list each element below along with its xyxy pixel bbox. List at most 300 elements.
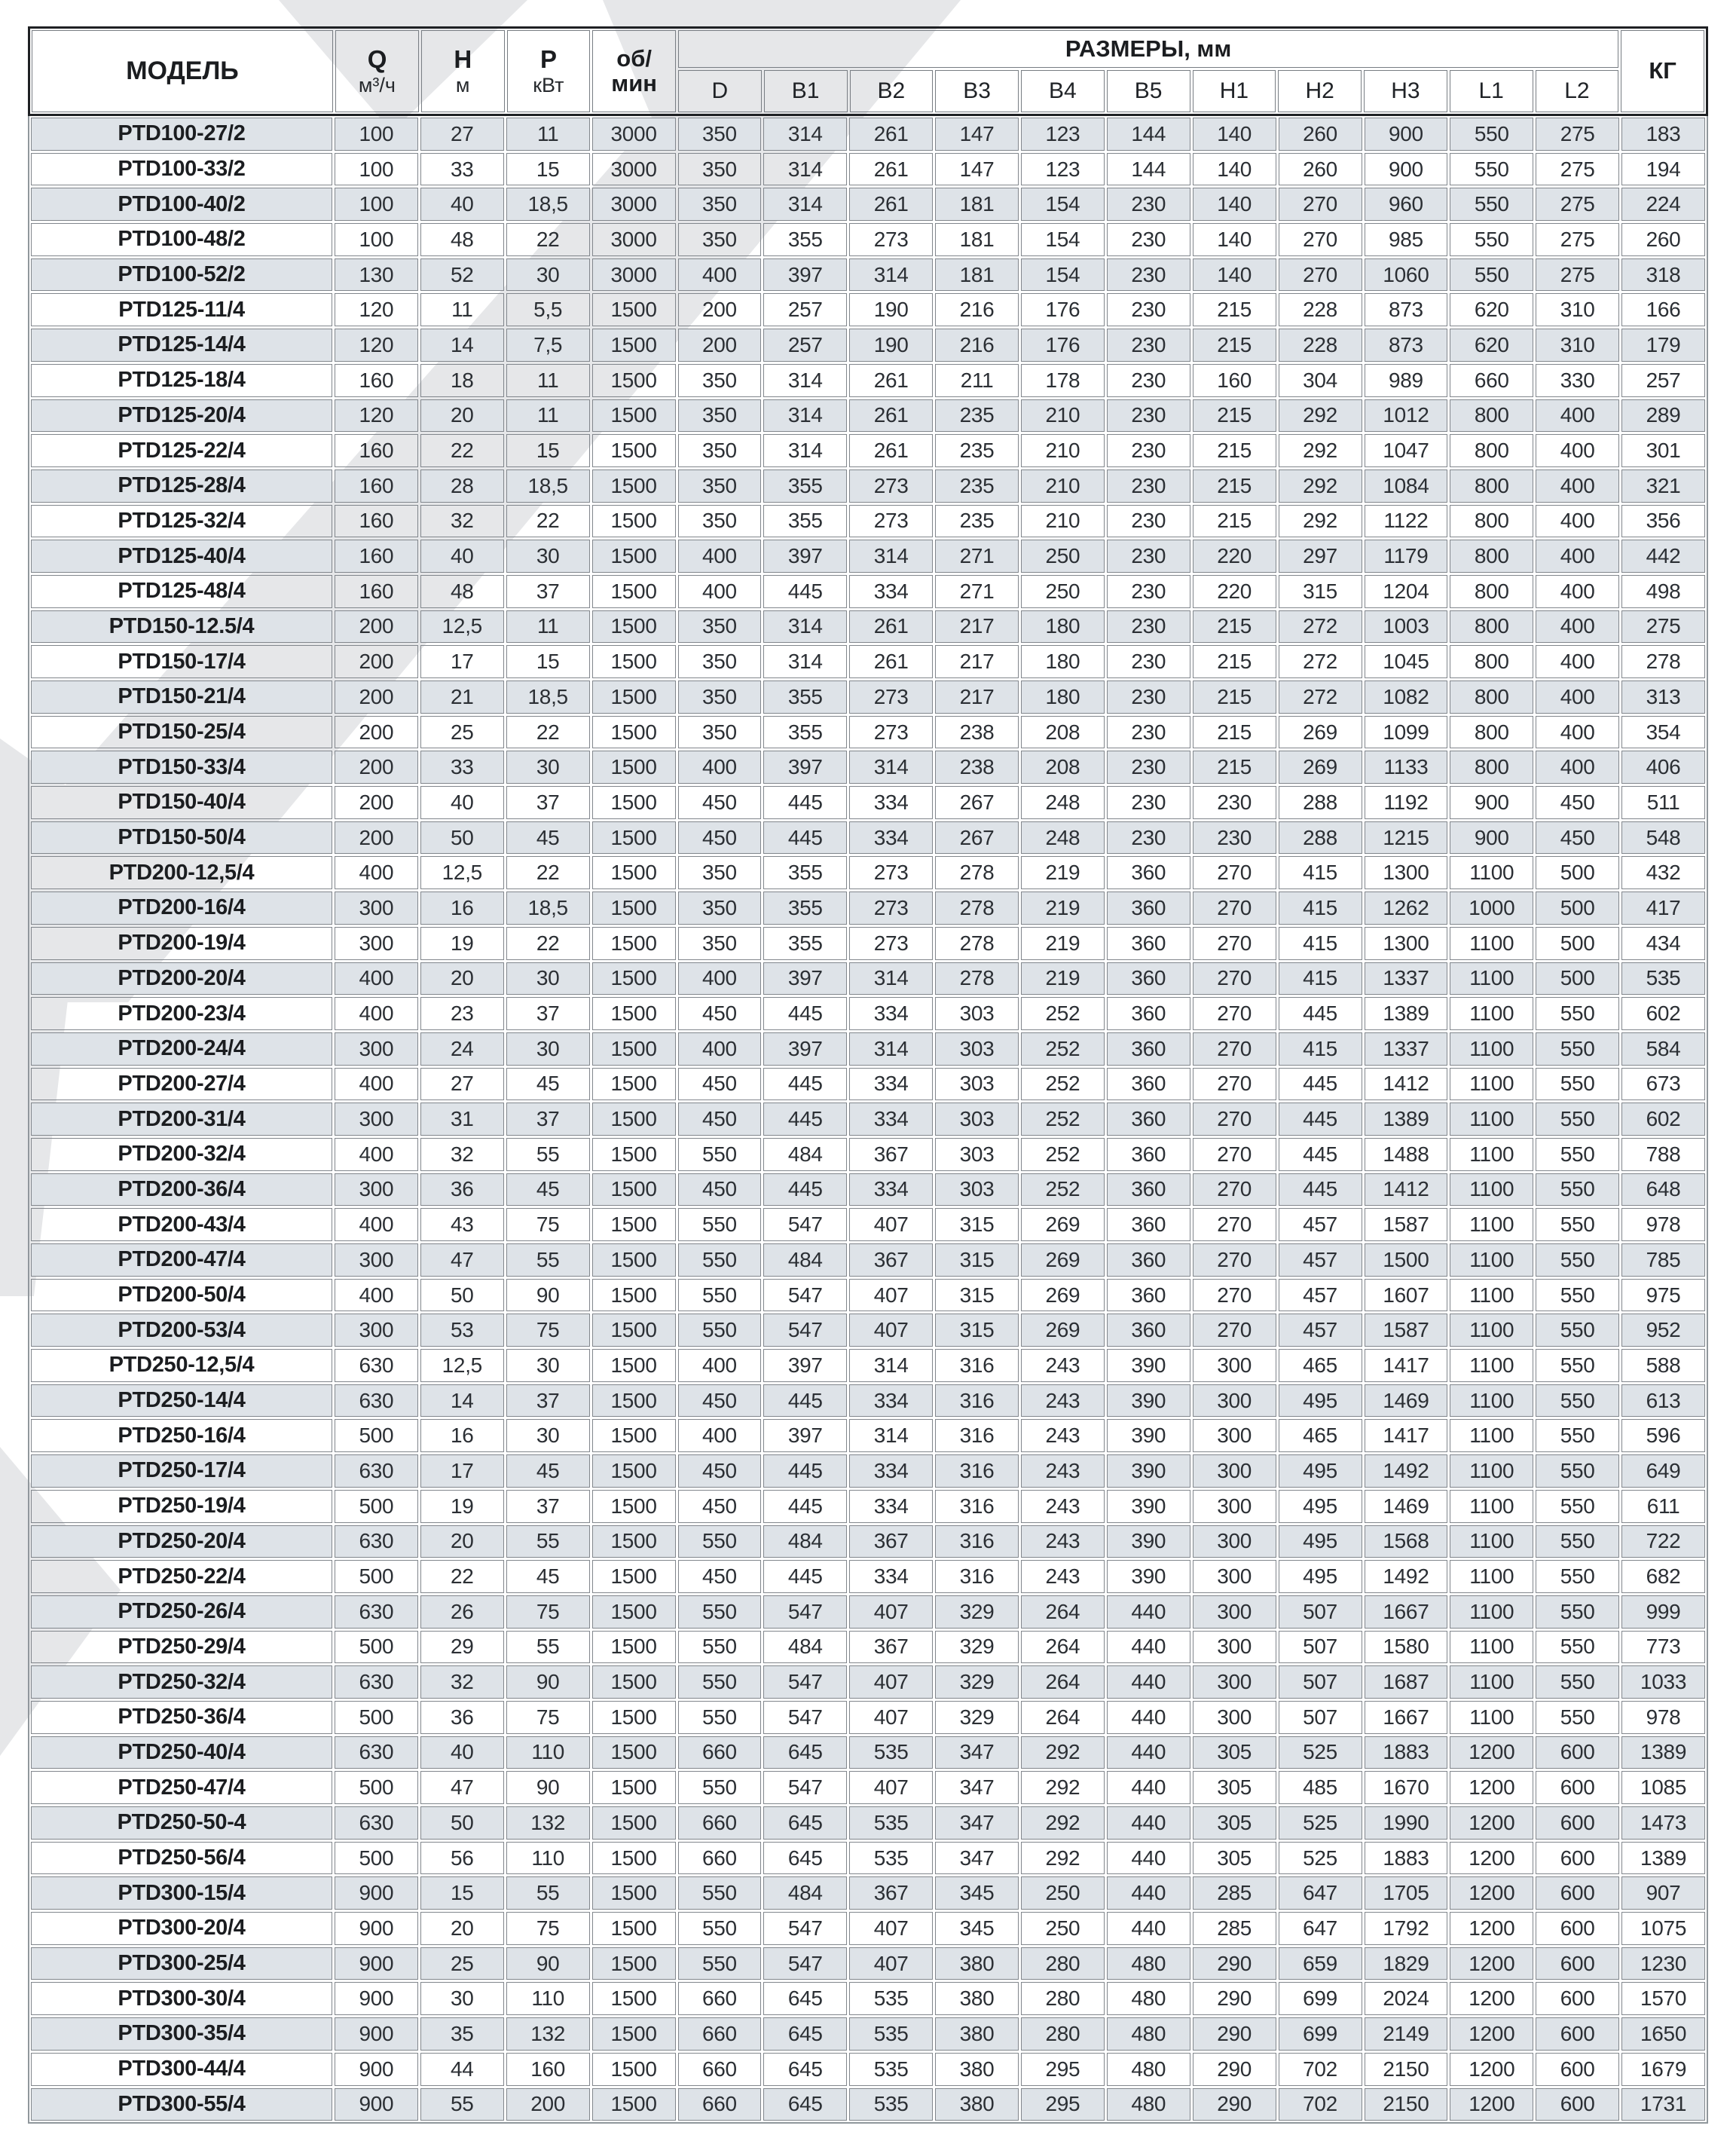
value-cell: 1060 [1365,258,1448,292]
value-cell: 32 [420,505,504,538]
value-cell: 550 [1536,1560,1619,1593]
model-cell: PTD200-27/4 [31,1068,332,1101]
value-cell: 1580 [1365,1631,1448,1664]
value-cell: 445 [1279,1103,1362,1136]
value-cell: 415 [1279,962,1362,996]
value-cell: 297 [1279,540,1362,573]
value-cell: 498 [1621,575,1705,608]
value-cell: 140 [1193,118,1276,151]
value-cell: 37 [506,575,590,608]
value-cell: 285 [1193,1876,1276,1910]
value-cell: 22 [506,505,590,538]
value-cell: 22 [506,927,590,960]
value-cell: 450 [678,1068,762,1101]
value-cell: 550 [678,1771,762,1804]
value-cell: 550 [1536,997,1619,1030]
value-cell: 550 [1450,223,1533,256]
value-cell: 176 [1021,329,1105,362]
value-cell: 1607 [1365,1279,1448,1312]
value-cell: 300 [335,927,418,960]
value-cell: 329 [935,1595,1019,1629]
value-cell: 367 [849,1138,933,1171]
value-cell: 442 [1621,540,1705,573]
value-cell: 18,5 [506,892,590,925]
value-cell: 230 [1107,223,1190,256]
value-cell: 407 [849,1595,933,1629]
value-cell: 550 [678,1208,762,1241]
value-cell: 440 [1107,1665,1190,1699]
value-cell: 334 [849,997,933,1030]
value-cell: 19 [420,1490,504,1523]
value-cell: 154 [1021,258,1105,292]
value-cell: 596 [1621,1419,1705,1452]
value-cell: 660 [1450,364,1533,397]
value-cell: 550 [1536,1243,1619,1277]
value-cell: 181 [935,223,1019,256]
value-cell: 15 [420,1876,504,1910]
value-cell: 219 [1021,856,1105,889]
value-cell: 270 [1193,997,1276,1030]
value-cell: 36 [420,1173,504,1207]
value-cell: 50 [420,1279,504,1312]
value-cell: 264 [1021,1665,1105,1699]
value-cell: 230 [1107,540,1190,573]
value-cell: 219 [1021,962,1105,996]
value-cell: 445 [1279,1138,1362,1171]
value-cell: 356 [1621,505,1705,538]
value-cell: 16 [420,892,504,925]
weight-label: КГ [1649,57,1676,84]
value-cell: 30 [506,751,590,784]
value-cell: 275 [1536,258,1619,292]
value-cell: 1500 [592,1595,676,1629]
value-cell: 445 [763,1173,847,1207]
value-cell: 397 [763,1419,847,1452]
value-cell: 465 [1279,1419,1362,1452]
value-cell: 450 [678,1454,762,1488]
value-cell: 1500 [592,1982,676,2015]
value-cell: 440 [1107,1876,1190,1910]
value-cell: 11 [506,364,590,397]
value-cell: 800 [1450,645,1533,678]
value-cell: 400 [1536,751,1619,784]
dimensions-label: РАЗМЕРЫ, мм [1065,35,1232,62]
value-cell: 48 [420,575,504,608]
value-cell: 400 [1536,716,1619,749]
value-cell: 261 [849,399,933,433]
value-cell: 120 [335,399,418,433]
value-cell: 252 [1021,997,1105,1030]
value-cell: 243 [1021,1419,1105,1452]
value-cell: 273 [849,892,933,925]
value-cell: 400 [1536,399,1619,433]
value-cell: 1500 [592,1665,676,1699]
value-cell: 415 [1279,1032,1362,1066]
value-cell: 1200 [1450,1947,1533,1980]
value-cell: 30 [420,1982,504,2015]
value-cell: 1687 [1365,1665,1448,1699]
value-cell: 270 [1193,1314,1276,1347]
head-unit: м [455,74,470,97]
value-cell: 48 [420,223,504,256]
value-cell: 1731 [1621,2088,1705,2121]
value-cell: 280 [1021,1982,1105,2015]
value-cell: 270 [1193,1173,1276,1207]
value-cell: 355 [763,223,847,256]
value-cell: 400 [335,1208,418,1241]
value-cell: 303 [935,1103,1019,1136]
value-cell: 457 [1279,1314,1362,1347]
value-cell: 228 [1279,329,1362,362]
value-cell: 1200 [1450,1771,1533,1804]
value-cell: 55 [506,1631,590,1664]
value-cell: 45 [506,1068,590,1101]
value-cell: 300 [1193,1490,1276,1523]
value-cell: 180 [1021,645,1105,678]
value-cell: 5,5 [506,293,590,326]
value-cell: 303 [935,1032,1019,1066]
value-cell: 600 [1536,2088,1619,2121]
value-cell: 1200 [1450,1806,1533,1840]
value-cell: 1679 [1621,2053,1705,2086]
value-cell: 1500 [592,1454,676,1488]
value-cell: 1500 [592,645,676,678]
value-cell: 280 [1021,2017,1105,2051]
value-cell: 1500 [592,716,676,749]
value-cell: 347 [935,1771,1019,1804]
model-cell: PTD125-22/4 [31,434,332,467]
value-cell: 500 [335,1771,418,1804]
value-cell: 300 [335,1103,418,1136]
value-cell: 1045 [1365,645,1448,678]
value-cell: 130 [335,258,418,292]
value-cell: 1100 [1450,1525,1533,1558]
value-cell: 147 [935,153,1019,186]
value-cell: 210 [1021,469,1105,503]
value-cell: 176 [1021,293,1105,326]
value-cell: 1100 [1450,1560,1533,1593]
model-cell: PTD200-31/4 [31,1103,332,1136]
value-cell: 1500 [592,2088,676,2121]
value-cell: 450 [678,1103,762,1136]
value-cell: 219 [1021,927,1105,960]
value-cell: 275 [1536,188,1619,221]
pump-spec-table [28,26,1708,2124]
value-cell: 500 [1536,856,1619,889]
model-cell: PTD250-36/4 [31,1701,332,1734]
value-cell: 500 [335,1842,418,1875]
model-cell: PTD125-32/4 [31,505,332,538]
value-cell: 350 [678,610,762,644]
value-cell: 314 [763,364,847,397]
value-cell: 1500 [592,2053,676,2086]
value-cell: 12,5 [420,610,504,644]
value-cell: 445 [1279,997,1362,1030]
model-cell: PTD250-29/4 [31,1631,332,1664]
model-cell: PTD100-33/2 [31,153,332,186]
value-cell: 160 [335,540,418,573]
value-cell: 19 [420,927,504,960]
value-cell: 215 [1193,645,1276,678]
value-cell: 445 [763,821,847,855]
model-cell: PTD100-52/2 [31,258,332,292]
value-cell: 230 [1107,821,1190,855]
value-cell: 360 [1107,892,1190,925]
model-cell: PTD125-11/4 [31,293,332,326]
value-cell: 645 [763,2017,847,2051]
value-cell: 272 [1279,610,1362,644]
value-cell: 507 [1279,1595,1362,1629]
column-header-weight [1621,30,1704,112]
value-cell: 1469 [1365,1384,1448,1418]
column-header-dim-b5: B5 [1107,70,1190,112]
value-cell: 252 [1021,1068,1105,1101]
value-cell: 300 [335,1032,418,1066]
value-cell: 445 [763,786,847,819]
value-cell: 147 [935,118,1019,151]
value-cell: 350 [678,118,762,151]
value-cell: 507 [1279,1631,1362,1664]
value-cell: 1705 [1365,1876,1448,1910]
value-cell: 200 [335,786,418,819]
value-cell: 547 [763,1595,847,1629]
value-cell: 978 [1621,1208,1705,1241]
value-cell: 217 [935,645,1019,678]
value-cell: 2149 [1365,2017,1448,2051]
value-cell: 310 [1536,293,1619,326]
value-cell: 50 [420,821,504,855]
model-cell: PTD150-25/4 [31,716,332,749]
value-cell: 600 [1536,1912,1619,1945]
value-cell: 649 [1621,1454,1705,1488]
value-cell: 2150 [1365,2088,1448,2121]
value-cell: 355 [763,505,847,538]
value-cell: 17 [420,1454,504,1488]
value-cell: 200 [678,293,762,326]
value-cell: 480 [1107,2017,1190,2051]
value-cell: 288 [1279,786,1362,819]
value-cell: 1337 [1365,962,1448,996]
value-cell: 321 [1621,469,1705,503]
value-cell: 47 [420,1243,504,1277]
value-cell: 75 [506,1314,590,1347]
value-cell: 550 [1536,1701,1619,1734]
value-cell: 390 [1107,1490,1190,1523]
value-cell: 269 [1021,1208,1105,1241]
value-cell: 160 [335,434,418,467]
value-cell: 1500 [592,399,676,433]
value-cell: 56 [420,1842,504,1875]
value-cell: 314 [849,1349,933,1382]
value-cell: 360 [1107,1068,1190,1101]
value-cell: 3000 [592,258,676,292]
value-cell: 292 [1021,1736,1105,1769]
value-cell: 440 [1107,1771,1190,1804]
value-cell: 648 [1621,1173,1705,1207]
value-cell: 230 [1107,505,1190,538]
value-cell: 110 [506,1982,590,2015]
value-cell: 400 [1536,434,1619,467]
value-cell: 500 [335,1631,418,1664]
value-cell: 200 [335,610,418,644]
value-cell: 316 [935,1349,1019,1382]
value-cell: 273 [849,856,933,889]
value-cell: 200 [506,2088,590,2121]
model-cell: PTD300-44/4 [31,2053,332,2086]
value-cell: 1300 [1365,856,1448,889]
value-cell: 75 [506,1208,590,1241]
value-cell: 500 [335,1490,418,1523]
value-cell: 1075 [1621,1912,1705,1945]
value-cell: 1230 [1621,1947,1705,1980]
value-cell: 500 [335,1701,418,1734]
value-cell: 360 [1107,1103,1190,1136]
value-cell: 228 [1279,293,1362,326]
value-cell: 450 [678,1490,762,1523]
value-cell: 290 [1193,2088,1276,2121]
value-cell: 400 [1536,645,1619,678]
value-cell: 547 [763,1279,847,1312]
value-cell: 550 [1536,1208,1619,1241]
value-cell: 215 [1193,716,1276,749]
value-cell: 400 [335,1068,418,1101]
value-cell: 292 [1021,1806,1105,1840]
value-cell: 350 [678,153,762,186]
value-cell: 547 [763,1701,847,1734]
value-cell: 1084 [1365,469,1448,503]
value-cell: 550 [1536,1490,1619,1523]
value-cell: 3000 [592,223,676,256]
value-cell: 1500 [592,1419,676,1452]
value-cell: 611 [1621,1490,1705,1523]
value-cell: 989 [1365,364,1448,397]
value-cell: 645 [763,1736,847,1769]
value-cell: 347 [935,1736,1019,1769]
value-cell: 1500 [592,1806,676,1840]
value-cell: 220 [1193,540,1276,573]
value-cell: 907 [1621,1876,1705,1910]
value-cell: 900 [1365,118,1448,151]
value-cell: 269 [1021,1243,1105,1277]
value-cell: 550 [678,1138,762,1171]
value-cell: 53 [420,1314,504,1347]
value-cell: 535 [1621,962,1705,996]
value-cell: 450 [678,1560,762,1593]
value-cell: 1990 [1365,1806,1448,1840]
value-cell: 360 [1107,927,1190,960]
value-cell: 645 [763,2053,847,2086]
value-cell: 407 [849,1314,933,1347]
value-cell: 17 [420,645,504,678]
value-cell: 440 [1107,1595,1190,1629]
value-cell: 445 [763,1454,847,1488]
value-cell: 257 [763,293,847,326]
value-cell: 252 [1021,1138,1105,1171]
column-header-power [507,30,591,112]
value-cell: 873 [1365,329,1448,362]
value-cell: 292 [1279,469,1362,503]
value-cell: 160 [1193,364,1276,397]
model-cell: PTD300-30/4 [31,1982,332,2015]
value-cell: 278 [935,962,1019,996]
value-cell: 1587 [1365,1208,1448,1241]
model-cell: PTD100-40/2 [31,188,332,221]
value-cell: 181 [935,258,1019,292]
value-cell: 314 [849,258,933,292]
value-cell: 999 [1621,1595,1705,1629]
model-cell: PTD200-43/4 [31,1208,332,1241]
value-cell: 310 [1536,329,1619,362]
value-cell: 275 [1536,153,1619,186]
value-cell: 380 [935,1947,1019,1980]
model-cell: PTD200-47/4 [31,1243,332,1277]
value-cell: 1500 [592,680,676,714]
value-cell: 14 [420,329,504,362]
value-cell: 315 [1279,575,1362,608]
value-cell: 314 [763,610,847,644]
value-cell: 31 [420,1103,504,1136]
value-cell: 200 [335,821,418,855]
value-cell: 550 [1536,1419,1619,1452]
value-cell: 1200 [1450,2017,1533,2051]
value-cell: 415 [1279,856,1362,889]
value-cell: 275 [1621,610,1705,644]
value-cell: 417 [1621,892,1705,925]
value-cell: 20 [420,399,504,433]
value-cell: 300 [1193,1560,1276,1593]
value-cell: 406 [1621,751,1705,784]
value-cell: 238 [935,716,1019,749]
column-header-model [32,30,333,112]
value-cell: 584 [1621,1032,1705,1066]
value-cell: 11 [506,118,590,151]
value-cell: 1500 [592,1525,676,1558]
value-cell: 285 [1193,1912,1276,1945]
value-cell: 230 [1107,716,1190,749]
value-cell: 252 [1021,1032,1105,1066]
value-cell: 1883 [1365,1736,1448,1769]
value-cell: 211 [935,364,1019,397]
value-cell: 550 [1536,1525,1619,1558]
value-cell: 450 [1536,821,1619,855]
value-cell: 445 [1279,1173,1362,1207]
value-cell: 215 [1193,434,1276,467]
value-cell: 800 [1450,575,1533,608]
value-cell: 588 [1621,1349,1705,1382]
value-cell: 44 [420,2053,504,2086]
value-cell: 407 [849,1947,933,1980]
value-cell: 457 [1279,1279,1362,1312]
value-cell: 445 [763,1560,847,1593]
value-cell: 314 [763,399,847,433]
value-cell: 1473 [1621,1806,1705,1840]
value-cell: 445 [1279,1068,1362,1101]
value-cell: 1204 [1365,575,1448,608]
value-cell: 445 [763,997,847,1030]
value-cell: 28 [420,469,504,503]
value-cell: 397 [763,962,847,996]
value-cell: 900 [1450,821,1533,855]
value-cell: 1200 [1450,1912,1533,1945]
value-cell: 315 [935,1243,1019,1277]
value-cell: 200 [335,645,418,678]
column-header-dim-l2: L2 [1536,70,1619,112]
value-cell: 400 [678,962,762,996]
value-cell: 1829 [1365,1947,1448,1980]
value-cell: 550 [1536,1103,1619,1136]
value-cell: 250 [1021,540,1105,573]
value-cell: 613 [1621,1384,1705,1418]
